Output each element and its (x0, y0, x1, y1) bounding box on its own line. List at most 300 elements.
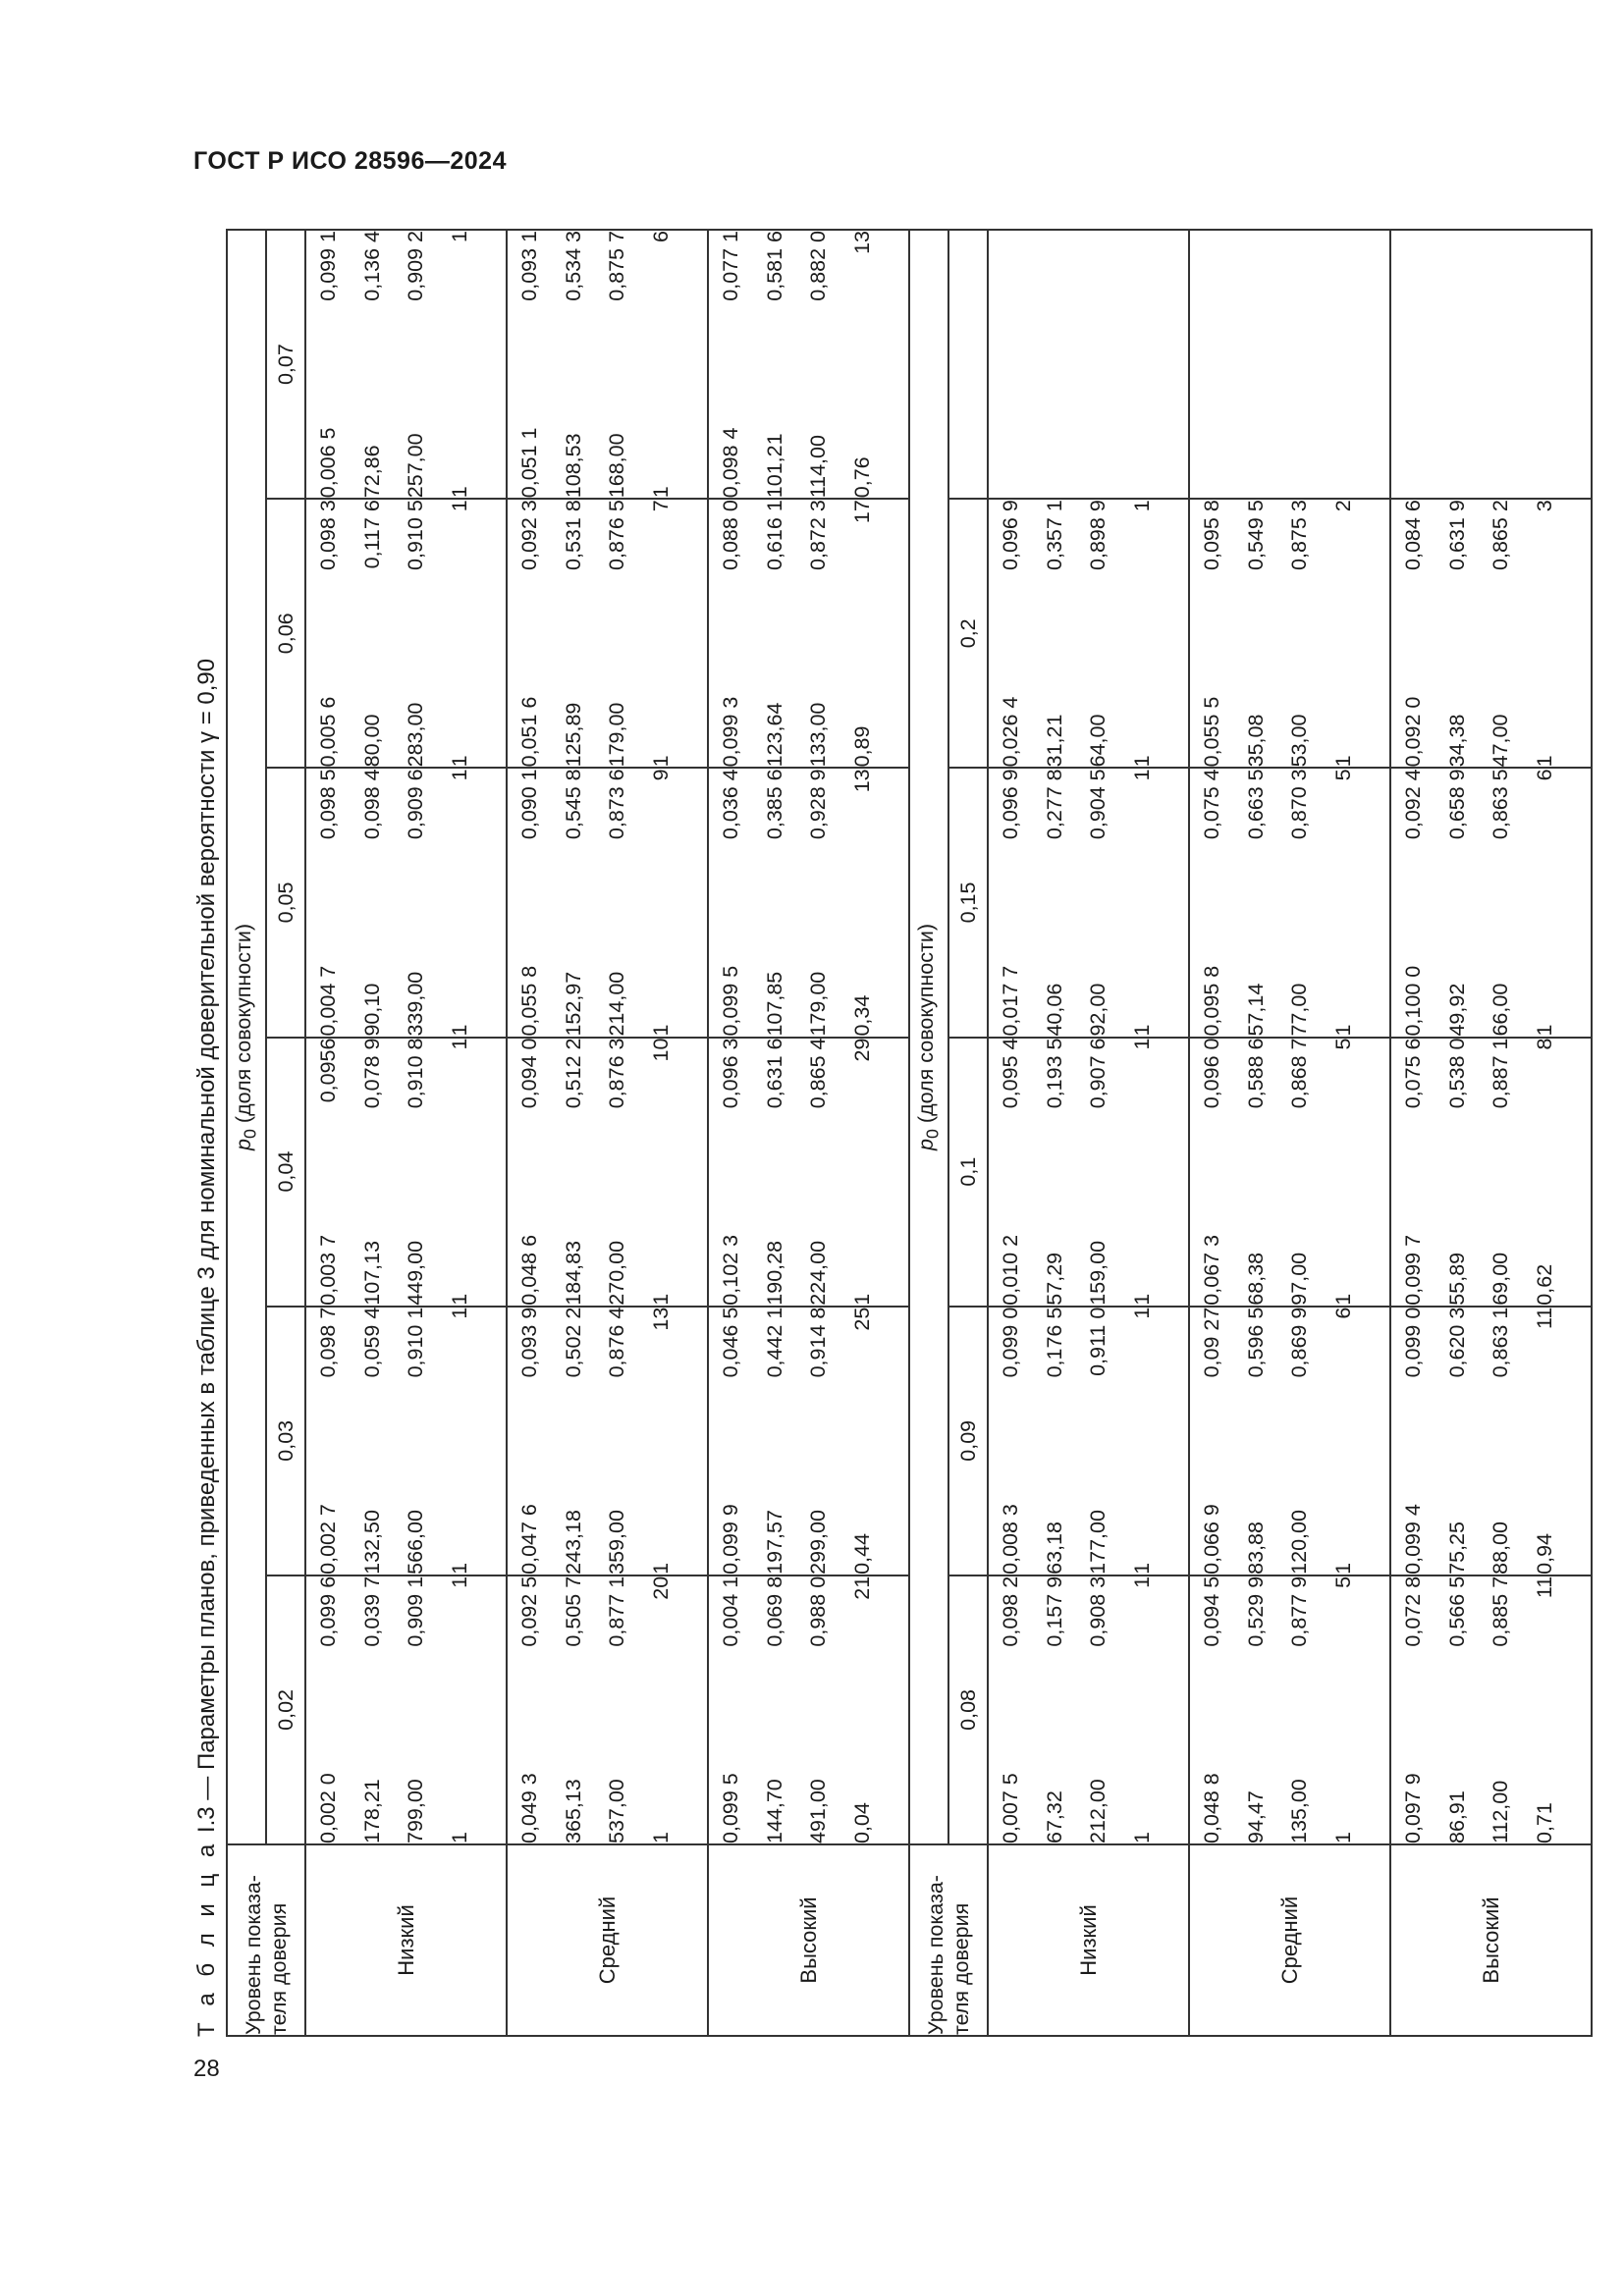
cell-values (1391, 500, 1566, 767)
cell-value: 21 (849, 1575, 874, 1600)
cell-value: 0,631 9 (1444, 500, 1469, 570)
cell-value: 190,28 (762, 1240, 786, 1306)
level-header: Уровень показа-теля доверия (909, 1844, 988, 2036)
cell-left-column (989, 697, 1164, 768)
cell-value: 1 (1129, 755, 1154, 768)
p-value-header: 0,2 (948, 499, 988, 768)
cell-right-column (508, 1039, 682, 1109)
header-row-p0 (909, 230, 948, 2036)
cell-value: 0,616 1 (762, 500, 786, 570)
parameter-cell (1390, 1575, 1592, 1844)
cell-value: 1 (1330, 1832, 1355, 1843)
table-row (708, 230, 909, 2036)
cell-value: 0,882 0 (806, 231, 830, 301)
cell-value: 0,581 6 (762, 231, 786, 301)
cell-right-column (306, 1576, 481, 1647)
cell-values (1391, 1039, 1566, 1306)
parameter-cell (708, 1307, 909, 1575)
cell-value: 0,928 9 (806, 769, 830, 840)
cell-left-column (989, 1235, 1164, 1306)
cell-value: 0,566 5 (1444, 1575, 1469, 1647)
cell-value: 6 (648, 231, 673, 242)
cell-value: 77,00 (1287, 983, 1311, 1037)
cell-value: 152,97 (561, 971, 585, 1037)
p-value-header: 0,06 (266, 499, 305, 768)
cell-value: 94,47 (1243, 1790, 1268, 1843)
p-value-header: 0,09 (948, 1307, 988, 1575)
header-row-p-values (948, 230, 988, 2036)
cell-left-column (306, 966, 481, 1037)
cell-value: 0,099 7 (1401, 1234, 1425, 1306)
confidence-level-label: Низкий (988, 1844, 1189, 2036)
cell-value: 55,89 (1444, 1252, 1469, 1306)
cell-left-column (989, 1504, 1164, 1575)
cell-value: 0,909 6 (404, 769, 427, 840)
cell-value: 1 (1129, 769, 1154, 781)
cell-right-column (989, 769, 1164, 839)
cell-value: 107,85 (762, 971, 786, 1037)
cell-left-column (989, 1773, 1164, 1843)
parameter-cell (305, 499, 507, 768)
cell-values (709, 1576, 884, 1843)
cell-value: 13 (849, 769, 874, 793)
cell-value: 0,910 1 (404, 1307, 427, 1378)
cell-value: 34,38 (1444, 714, 1469, 768)
cell-right-column (508, 769, 682, 839)
confidence-level-label: Высокий (708, 1844, 909, 2036)
cell-value: 1 (1129, 500, 1154, 512)
parameter-cell (1390, 1038, 1592, 1307)
cell-value: 0,002 0 (316, 1773, 340, 1843)
cell-value: 72,86 (359, 445, 384, 499)
cell-value: 179,00 (806, 971, 830, 1037)
cell-value: 0,658 9 (1444, 769, 1469, 840)
cell-value: 1 (447, 486, 471, 499)
parameter-cell (507, 1307, 708, 1575)
page-number: 28 (193, 2056, 220, 2082)
cell-value: 90,10 (359, 983, 384, 1037)
cell-value: 257,00 (404, 433, 427, 499)
cell-value: 75,25 (1444, 1522, 1469, 1575)
cell-left-column (508, 1235, 682, 1306)
cell-value: 0,157 9 (1042, 1575, 1066, 1647)
cell-value: 0,545 8 (561, 769, 585, 840)
parameter-cell (708, 1575, 909, 1844)
cell-right-column (508, 1308, 682, 1378)
cell-left-column (709, 1504, 884, 1575)
cell-right-column (1391, 769, 1566, 839)
cell-value: 0,176 5 (1042, 1307, 1066, 1378)
parameter-cell (507, 499, 708, 768)
cell-value: 0,008 3 (999, 1504, 1022, 1575)
cell-value: 1 (1129, 1575, 1154, 1588)
cell-value: 283,00 (404, 702, 427, 768)
cell-values (1190, 1576, 1365, 1843)
p0-subscript: 0 (240, 1129, 260, 1140)
cell-values (989, 500, 1164, 767)
parameter-cell (988, 230, 1189, 499)
cell-value: 243,18 (561, 1510, 585, 1575)
cell-values (709, 500, 884, 767)
cell-value: 0,006 5 (316, 427, 340, 499)
cell-value: 1 (447, 1038, 471, 1050)
cell-value: 491,00 (806, 1779, 830, 1843)
cell-value: 0,620 3 (1444, 1307, 1469, 1378)
cell-values (508, 500, 682, 767)
cell-value: 6 (1532, 769, 1556, 781)
cell-value: 0,873 6 (605, 769, 628, 840)
cell-value: 1 (447, 755, 471, 768)
cell-right-column (709, 1308, 884, 1378)
cell-left-column (709, 427, 884, 498)
cell-value: 0,34 (849, 994, 874, 1037)
parameter-cell (507, 230, 708, 499)
cell-value: 0,002 7 (316, 1504, 340, 1575)
cell-value: 108,53 (561, 433, 585, 499)
cell-right-column (1190, 769, 1365, 839)
cell-value: 69,00 (1489, 1252, 1512, 1306)
p-value-header (948, 230, 988, 499)
cell-value: 10 (648, 1038, 673, 1062)
cell-left-column (306, 1504, 481, 1575)
cell-value: 0,909 2 (404, 231, 427, 301)
caption-prefix: Т а б л и ц а (193, 1839, 220, 2037)
cell-value: 0,075 4 (1200, 769, 1223, 840)
cell-value: 0,059 4 (359, 1307, 384, 1378)
cell-value: 0,102 3 (719, 1234, 742, 1306)
cell-value: 177,00 (1086, 1510, 1110, 1575)
cell-value: 0,048 8 (1200, 1773, 1223, 1843)
cell-value: 0,76 (849, 456, 874, 499)
cell-left-column (709, 966, 884, 1037)
cell-value: 0,093 1 (517, 231, 541, 301)
cell-value: 8 (1532, 1038, 1556, 1050)
cell-value: 0,898 9 (1086, 500, 1110, 570)
cell-value: 0,04 (849, 1802, 874, 1843)
cell-value: 125,89 (561, 702, 585, 768)
cell-value: 0,868 7 (1287, 1038, 1311, 1109)
cell-value: 1 (447, 500, 471, 512)
cell-values (1190, 1308, 1365, 1575)
cell-value: 1 (648, 1562, 673, 1575)
cell-value: 0,096 9 (999, 500, 1022, 570)
cell-value: 0,099 0 (1401, 1307, 1425, 1378)
cell-value: 1 (447, 1307, 471, 1319)
parameter-cell (1189, 768, 1390, 1037)
cell-value: 63,18 (1042, 1522, 1066, 1575)
table-row (305, 230, 507, 2036)
cell-value: 0,914 8 (806, 1307, 830, 1378)
cell-left-column (508, 1504, 682, 1575)
header-row-p-values (266, 230, 305, 2036)
cell-value: 0,907 6 (1086, 1038, 1110, 1109)
cell-right-column (1190, 500, 1365, 570)
cell-value: 86,91 (1444, 1790, 1469, 1843)
confidence-level-label: Высокий (1390, 1844, 1592, 2036)
cell-value: 135,00 (1287, 1779, 1311, 1843)
cell-value: 40,06 (1042, 983, 1066, 1037)
cell-value: 178,21 (359, 1779, 384, 1843)
cell-value: 339,00 (404, 971, 427, 1037)
cell-left-column (1190, 966, 1365, 1037)
parameters-table (226, 229, 1593, 2037)
cell-value: 212,00 (1086, 1779, 1110, 1843)
cell-value: 0,877 9 (1287, 1575, 1311, 1647)
cell-value: 0,096 0 (1200, 1038, 1223, 1109)
cell-value: 1 (1129, 1024, 1154, 1037)
cell-value: 0,026 4 (999, 696, 1022, 768)
cell-right-column (989, 1039, 1164, 1109)
parameter-cell (1189, 230, 1390, 499)
cell-right-column (306, 769, 481, 839)
cell-value: 0,099 9 (719, 1504, 742, 1575)
cell-right-column (1190, 1576, 1365, 1647)
cell-values (989, 1308, 1164, 1575)
cell-right-column (709, 1576, 884, 1647)
cell-value: 20 (648, 1575, 673, 1600)
cell-value: 29 (849, 1038, 874, 1062)
cell-value: 179,00 (605, 702, 628, 768)
cell-value: 0,097 9 (1401, 1773, 1425, 1843)
cell-value: 97,00 (1287, 1252, 1311, 1306)
cell-value: 0,870 3 (1287, 769, 1311, 840)
cell-values (709, 769, 884, 1036)
cell-values (709, 1039, 884, 1306)
cell-value: 0,051 6 (517, 696, 541, 768)
cell-value: 13 (648, 1307, 673, 1331)
parameter-cell (708, 1038, 909, 1307)
cell-value: 1 (447, 231, 471, 242)
cell-value: 566,00 (404, 1510, 427, 1575)
parameter-cell (305, 1038, 507, 1307)
cell-value: 0,077 1 (719, 231, 742, 301)
cell-right-column (306, 1039, 481, 1109)
cell-values (1190, 769, 1365, 1036)
cell-value: 53,00 (1287, 714, 1311, 768)
cell-value: 0,078 9 (359, 1038, 384, 1109)
cell-value: 0,096 9 (999, 769, 1022, 840)
cell-left-column (508, 427, 682, 498)
cell-values (306, 1308, 481, 1575)
cell-value: 1 (1129, 1038, 1154, 1050)
cell-values (989, 1576, 1164, 1843)
cell-value: 0,988 0 (806, 1575, 830, 1647)
caption-text: I.3 — Параметры планов, приведенных в таблице 3 для номинальной доверительной вероятности γ = 0,90 (193, 658, 220, 1840)
cell-value: 0,09 27 (1200, 1307, 1223, 1378)
cell-value: 0,017 7 (999, 965, 1022, 1037)
cell-value: 0,193 5 (1042, 1038, 1066, 1109)
cell-value: 0,502 2 (561, 1307, 585, 1378)
parameter-cell (988, 1038, 1189, 1307)
p-value-header: 0,03 (266, 1307, 305, 1575)
cell-left-column (1190, 697, 1365, 768)
cell-value: 0,631 6 (762, 1038, 786, 1109)
cell-value: 0,875 3 (1287, 500, 1311, 570)
cell-value: 0,072 8 (1401, 1575, 1425, 1647)
cell-value: 0,94 (1532, 1532, 1556, 1575)
cell-value: 0,596 5 (1243, 1307, 1268, 1378)
parameter-cell (708, 230, 909, 499)
cell-value: 0,093 9 (517, 1307, 541, 1378)
cell-left-column (306, 697, 481, 768)
cell-value: 0,887 1 (1489, 1038, 1512, 1109)
cell-value: 0,048 6 (517, 1234, 541, 1306)
cell-value: 0,098 3 (316, 500, 340, 570)
p-value-header: 0,1 (948, 1038, 988, 1307)
cell-value: 0,098 7 (316, 1307, 340, 1378)
parameter-cell (305, 1575, 507, 1844)
parameter-cell (305, 1307, 507, 1575)
cell-value: 184,83 (561, 1240, 585, 1306)
cell-value: 1 (1129, 1293, 1154, 1306)
cell-right-column (508, 231, 682, 301)
cell-value: 6 (1330, 1307, 1355, 1319)
parameter-cell (988, 499, 1189, 768)
cell-value: 224,00 (806, 1240, 830, 1306)
table-caption (193, 658, 221, 2037)
p-value-header: 0,15 (948, 768, 988, 1037)
cell-value: 0,098 4 (359, 769, 384, 840)
parameter-cell (507, 768, 708, 1037)
cell-values (709, 1308, 884, 1575)
cell-left-column (1391, 697, 1566, 768)
cell-value: 1 (1532, 1024, 1556, 1037)
cell-value: 57,14 (1243, 983, 1268, 1037)
cell-left-column (508, 1773, 682, 1843)
cell-value: 5 (1330, 1575, 1355, 1588)
cell-value: 0,869 9 (1287, 1307, 1311, 1378)
cell-value: 17 (849, 500, 874, 524)
table-row (507, 230, 708, 2036)
cell-values (306, 769, 481, 1036)
cell-value: 1 (1129, 1562, 1154, 1575)
cell-value: 1 (648, 486, 673, 499)
cell-right-column (1391, 1576, 1566, 1647)
cell-value: 0,885 7 (1489, 1575, 1512, 1647)
table-row (1390, 230, 1592, 2036)
cell-values (508, 231, 682, 498)
cell-value: 1 (1330, 1562, 1355, 1575)
cell-right-column (709, 1039, 884, 1109)
cell-values (709, 231, 884, 498)
parameter-cell (988, 768, 1189, 1037)
cell-value: 0,055 5 (1200, 696, 1223, 768)
cell-left-column (1190, 1773, 1365, 1843)
p0-header (227, 230, 266, 1844)
header-row-p0 (227, 230, 266, 2036)
cell-value: 537,00 (605, 1779, 628, 1843)
cell-value: 0,876 4 (605, 1307, 628, 1378)
cell-left-column (709, 1235, 884, 1306)
cell-values (508, 769, 682, 1036)
cell-value: 0,875 7 (605, 231, 628, 301)
cell-value: 0,44 (849, 1532, 874, 1575)
cell-right-column (709, 769, 884, 839)
cell-right-column (306, 500, 481, 570)
cell-value: 0,865 2 (1489, 500, 1512, 570)
cell-values (1391, 1308, 1566, 1575)
cell-value: 0,047 6 (517, 1504, 541, 1575)
p0-header-text: (доля совокупности) (914, 924, 939, 1124)
cell-value: 168,00 (605, 433, 628, 499)
cell-value: 1 (447, 769, 471, 781)
cell-right-column (306, 231, 481, 301)
parameter-cell (988, 1575, 1189, 1844)
parameter-cell (1390, 1307, 1592, 1575)
cell-right-column (989, 1576, 1164, 1647)
cell-value: 0,099 1 (316, 231, 340, 301)
parameter-cell (1390, 499, 1592, 768)
p0-subscript: 0 (922, 1129, 943, 1140)
cell-value: 0,531 8 (561, 500, 585, 570)
cell-value: 57,29 (1042, 1252, 1066, 1306)
cell-value: 1 (447, 1024, 471, 1037)
p-value-header: 0,07 (266, 230, 305, 499)
parameter-cell (1189, 499, 1390, 768)
cell-value: 0,096 3 (719, 1038, 742, 1109)
confidence-level-label: Низкий (305, 1844, 507, 2036)
cell-value: 1 (648, 755, 673, 768)
cell-values (1190, 1039, 1365, 1306)
cell-values (1391, 769, 1566, 1036)
cell-value: 64,00 (1086, 714, 1110, 768)
cell-value: 299,00 (806, 1510, 830, 1575)
cell-left-column (1190, 1235, 1365, 1306)
cell-value: 0,003 7 (316, 1234, 340, 1306)
cell-value: 0,039 7 (359, 1575, 384, 1647)
cell-right-column (1190, 1308, 1365, 1378)
cell-value: 5 (1330, 769, 1355, 781)
cell-value: 0,099 0 (999, 1307, 1022, 1378)
cell-value: 0,549 5 (1243, 500, 1268, 570)
cell-value: 0,512 2 (561, 1038, 585, 1109)
cell-value: 68,38 (1243, 1252, 1268, 1306)
cell-value: 0,910 8 (404, 1038, 427, 1109)
cell-value: 31,21 (1042, 714, 1066, 768)
cell-value: 0,100 0 (1401, 965, 1425, 1037)
cell-value: 1 (1129, 1832, 1154, 1843)
cell-value: 0,094 0 (517, 1038, 541, 1109)
cell-values (989, 1039, 1164, 1306)
cell-value: 1 (1330, 755, 1355, 768)
cell-value: 1 (447, 1562, 471, 1575)
cell-value: 365,13 (561, 1779, 585, 1843)
cell-value: 0,89 (849, 725, 874, 768)
cell-left-column (1391, 966, 1566, 1037)
cell-value: 2 (1330, 500, 1355, 512)
cell-value: 0,277 8 (1042, 769, 1066, 840)
cell-values (306, 1039, 481, 1306)
cell-value: 66,00 (1489, 983, 1512, 1037)
cell-value: 0,092 4 (1401, 769, 1425, 840)
cell-right-column (709, 500, 884, 570)
cell-value: 1 (1532, 755, 1556, 768)
p-value-header: 0,04 (266, 1038, 305, 1307)
cell-value: 0,088 0 (719, 500, 742, 570)
cell-value: 1 (648, 1832, 673, 1843)
cell-values (306, 500, 481, 767)
cell-right-column (709, 231, 884, 301)
cell-value: 0,099 5 (719, 1773, 742, 1843)
parameter-cell (507, 1038, 708, 1307)
cell-value: 0,067 3 (1200, 1234, 1223, 1306)
cell-value: 11 (1532, 1307, 1556, 1330)
cell-right-column (989, 1308, 1164, 1378)
cell-value: 1 (447, 1832, 471, 1843)
cell-value: 0,094 5 (1200, 1575, 1223, 1647)
parameter-cell (507, 1575, 708, 1844)
cell-value: 120,00 (1287, 1510, 1311, 1575)
